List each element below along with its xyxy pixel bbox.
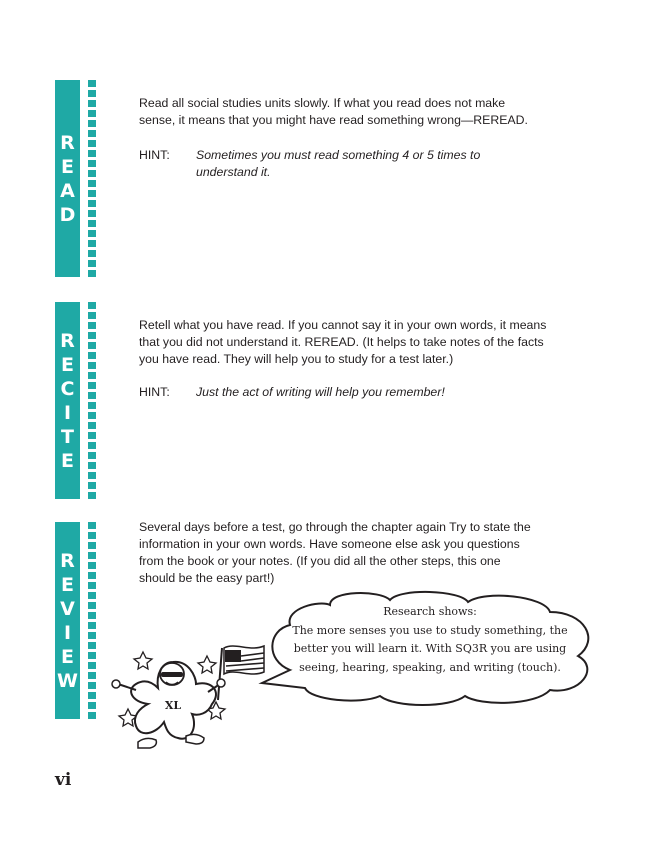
recite-paragraph: Retell what you have read. If you cannot say it in your own words, it means that you did not understand it. REREAD. (It helps to take notes of the facts you have read. They will help you to study for a test later.) [139,318,547,366]
recite-tab-letter: I [63,401,72,424]
mascot-badge: XL [164,699,182,712]
recite-tab-letter: E [61,449,74,472]
review-tab-letter: R [60,549,75,572]
review-paragraph: Several days before a test, go through the chapter again Try to state the information in your own words. Have someone else ask you questions from the book or your notes. (If you did all the other steps, this one should be the easy part!) [139,520,531,585]
flag-icon [224,646,264,674]
recite-hint-label: HINT: [139,385,170,399]
read-tab-letter: R [60,131,75,154]
recite-hint-text: Just the act of writing will help you remember! [196,385,445,399]
recite-tab-letter: E [61,353,74,376]
speech-bubble-text [285,603,575,677]
read-tab-letter: E [61,155,74,178]
review-tab-letter: I [63,621,72,644]
recite-tab-letter: T [61,425,74,448]
review-tab-letter: V [60,597,75,620]
read-hint-label: HINT: [139,148,170,162]
read-hint-text: Sometimes you must read something 4 or 5 times to understand it. [196,148,481,179]
read-paragraph: Read all social studies units slowly. If what you read does not make sense, it means that you might have read something wrong—REREAD. [139,96,528,127]
page-number: vi [55,770,72,790]
review-tab-letter: W [57,669,78,692]
read-tab-letter: D [59,203,76,226]
speech-bubble-line: The more senses you use to study something, the [292,623,568,637]
speech-bubble-line: seeing, hearing, speaking, and writing (touch). [299,660,561,674]
recite-tab-letter: R [60,329,75,352]
speech-bubble-line: better you will learn it. With SQ3R you are using [293,642,567,655]
read-tab-letter: A [60,179,75,202]
review-tab-letter: E [61,645,74,668]
recite-tab-letter: C [60,377,75,400]
review-tab-letter: E [61,573,74,596]
speech-bubble-title: Research shows: [383,605,477,618]
